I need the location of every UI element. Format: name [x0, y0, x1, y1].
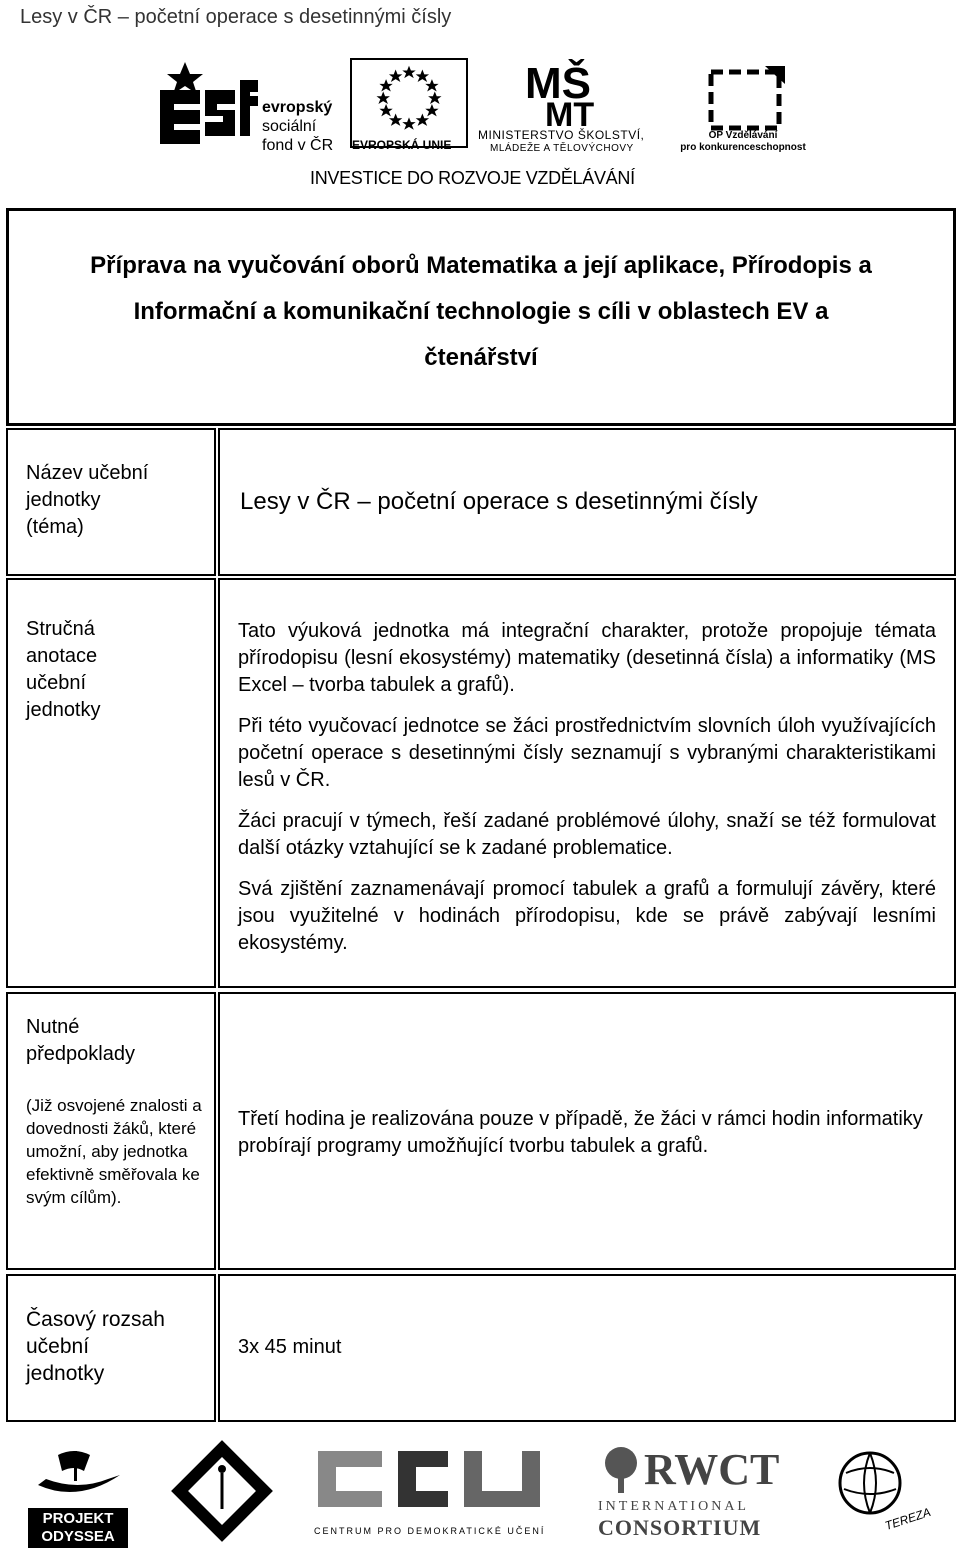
odyssea-logo: PROJEKT ODYSSEA — [28, 1445, 128, 1545]
time-range: 3x 45 minut — [238, 1336, 342, 1358]
predpoklady-label: Nutné předpoklady — [26, 1016, 135, 1065]
cdu-logo: CENTRUM PRO DEMOKRATICKÉ UČENÍ — [314, 1445, 558, 1545]
anotace-label-cell — [6, 578, 216, 988]
investice-tagline: INVESTICE DO ROZVOJE VZDĚLÁVÁNÍ — [310, 168, 635, 188]
tereza-logo — [836, 1449, 936, 1545]
cdu-mark-icon — [314, 1445, 558, 1513]
clovek-v-tisni-logo — [168, 1437, 276, 1545]
esf-logo-icon — [150, 60, 260, 156]
predpoklady-value-cell — [218, 992, 956, 1270]
svg-text:TEREZA: TEREZA — [883, 1504, 933, 1533]
rwct-logo: RWCT INTERNATIONAL CONSORTIUM — [598, 1445, 780, 1540]
nazev-label-cell — [6, 428, 216, 576]
anotace-label: Stručná anotace učební jednotky — [26, 618, 101, 721]
svg-text:MT: MT — [545, 96, 595, 128]
anotace-paragraph: Žáci pracují v týmech, řeší zadané problémové úlohy, snaží se též formulovat další otázky vztahující se k zadané problematice. — [238, 810, 936, 859]
predpoklady-label-cell — [6, 992, 216, 1270]
tree-icon — [598, 1445, 644, 1495]
clovek-badge-icon — [168, 1437, 276, 1545]
rozsah-label-cell — [6, 1274, 216, 1422]
tereza-globe-icon — [836, 1449, 936, 1545]
rozsah-value-cell — [218, 1274, 956, 1422]
running-header: Lesy v ČR – početní operace s desetinnými čísly — [20, 6, 452, 28]
lesson-title: Lesy v ČR – početní operace s desetinnými čísly — [240, 488, 758, 515]
predpoklady-note: (Již osvojené znalosti a dovednosti žáků, které umožní, aby jednotka efektivně směřovala ke svým cílům). — [26, 1096, 202, 1207]
eu-label: EVROPSKÁ UNIE — [352, 138, 452, 152]
op-logo-icon — [705, 66, 785, 131]
top-logos — [150, 58, 810, 158]
rozsah-label: Časový rozsah učební jednotky — [26, 1308, 165, 1385]
eu-flag-icon — [350, 58, 468, 148]
bottom-logos — [0, 1435, 960, 1545]
op-label: OP Vzdělávání pro konkurenceschopnost — [680, 130, 806, 153]
nazev-label: Název učební jednotky (téma) — [26, 462, 149, 538]
msmt-label: MINISTERSTVO ŠKOLSTVÍ, MLÁDEŽE A TĚLOVÝCHOVY — [478, 128, 645, 154]
anotace-text — [238, 618, 936, 971]
document-title-block — [6, 208, 956, 426]
msmt-logo-icon — [525, 58, 635, 128]
anotace-paragraph: Tato výuková jednotka má integrační charakter, protože propojuje témata přírodopisu (lesní ekosystémy) matematiky (desetinná čísla) a informatiky (MS Excel – tvorba tabulek a grafů). — [238, 620, 936, 696]
document-title: Příprava na vyučování oborů Matematika a její aplikace, Přírodopis a Informační a komunikační technologie s cíli v oblastech EV a čtenářství — [90, 252, 872, 371]
predpoklady-text: Třetí hodina je realizována pouze v případě, že žáci v rámci hodin informatiky probírají programy umožňující tvorbu tabulek a grafů. — [238, 1108, 923, 1157]
anotace-value-cell — [218, 578, 956, 988]
anotace-paragraph: Při této vyučovací jednotce se žáci prostřednictvím slovních úloh využívajících početní operace s desetinnými čísly seznamují s vybranými charakteristikami lesů v ČR. — [238, 715, 936, 791]
ship-icon — [28, 1445, 128, 1503]
esf-label: evropský sociální fond v ČR — [262, 99, 334, 154]
svg-text:MŠ: MŠ — [525, 59, 591, 108]
nazev-value-cell — [218, 428, 956, 576]
anotace-paragraph: Svá zjištění zaznamenávají promocí tabulek a grafů a formulují závěry, které jsou využitelné v hodinách přírodopisu, kde se právě zabývají lesními ekosystémy. — [238, 878, 936, 954]
